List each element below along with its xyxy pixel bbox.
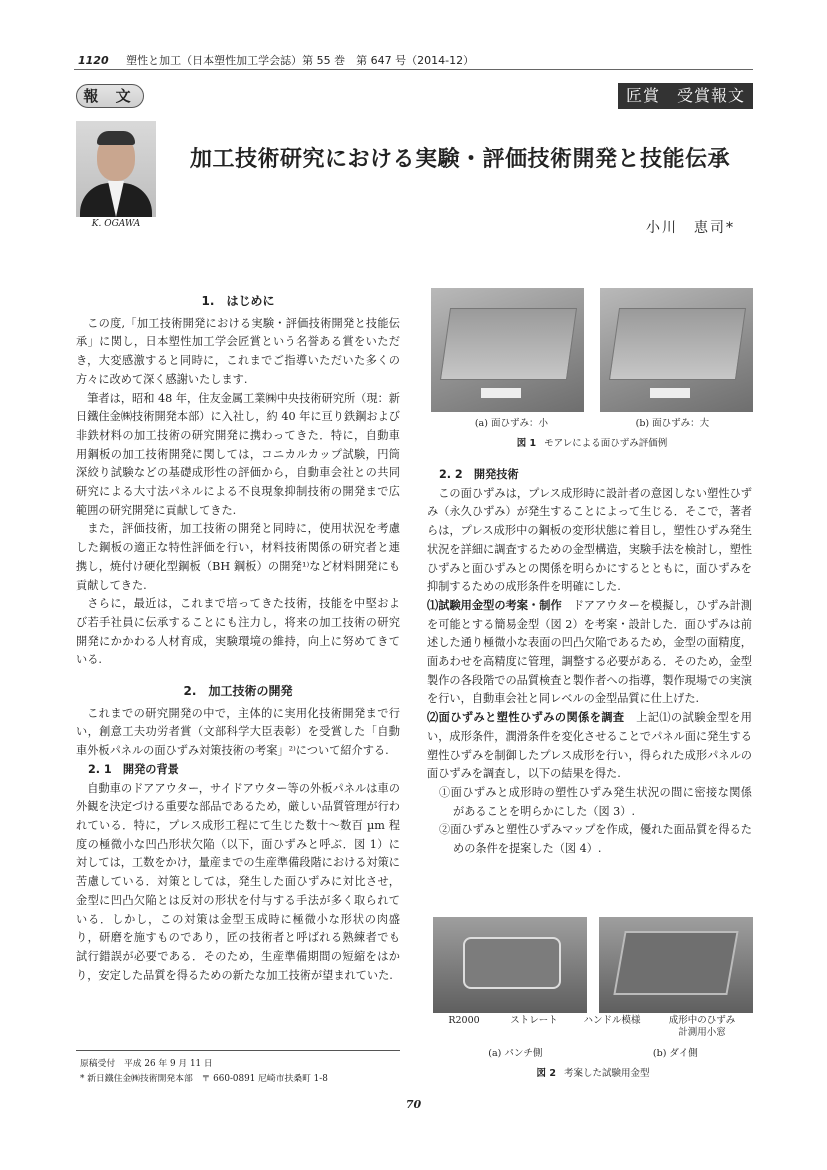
subsection-heading: 2. 2 開発技術 <box>439 468 519 481</box>
paragraph: これまでの研究開発の中で，主体的に実用化技術開発まで行い，創意工夫功労者賞（文部科学大臣表彰）を受賞した「自動車外板パネルの面ひずみ対策技術の考案」²⁾について紹介する. <box>76 706 400 758</box>
right-column <box>427 466 752 859</box>
author-name: 小川 恵司* <box>646 220 735 236</box>
journal-page-number: 1120 <box>78 54 109 67</box>
figure-1-caption-text: モアレによる面ひずみ評価例 <box>544 438 668 449</box>
figure-2b-image <box>599 917 753 1013</box>
figure-2a-image <box>433 917 587 1013</box>
paragraph: この度,「加工技術開発における実験・評価技術開発と技能伝承」に関し，日本塑性加工学会匠賞という名誉ある賞をいただき，大変感激すると同時に，これまでご指導いただいた多くの方々に改めて深く感謝いたします. <box>76 316 400 386</box>
paragraph: 自動車のドアアウター，サイドアウター等の外板パネルは車の外観を決定づける重要な部品であるため，厳しい品質管理が行われている．特に，プレス成形工程にて生じた数十～数百 µm 程度の極微小な凹凸形状欠陥（以下，面ひずみと呼ぶ．図 1）に対しては，工数をかけ，量産までの生産準備段階における対策に苦慮している．対策としては，発生した面ひずみに対比させ，金型に凹凸欠陥とは反対の形状を付与する手法が多く取られている．しかし，この対策は金型玉成時に極微小な形状の肉盛り，研磨を施すものであり，匠の技術者と呼ばれる熟練者でも試行錯誤が必要である．そのため，生産準備期間の短縮をはかり，安定した品質を得るための新たな加工技術が望まれていた. <box>76 781 400 982</box>
item-2-heading: ⑵面ひずみと塑性ひずみの関係を調査 <box>427 711 625 725</box>
footnote-rule <box>76 1050 400 1051</box>
section-heading: 1. はじめに <box>201 294 275 308</box>
figure-1b-caption: (b) 面ひずみ：大 <box>635 418 710 429</box>
figure-1-label: 図 1 <box>516 438 537 449</box>
author-photo <box>76 121 156 217</box>
figure-2b-caption: (b) ダイ側 <box>652 1048 698 1059</box>
footnote-received: 原稿受付 平成 26 年 9 月 11 日 <box>80 1059 213 1069</box>
figure-2-caption-text: 考案した試験用金型 <box>563 1068 650 1079</box>
item-1-heading: ⑴試験用金型の考案・制作 <box>427 598 562 612</box>
figure-2-label-window: 成形中のひずみ 計測用小窓 <box>668 1015 736 1038</box>
page-number: 70 <box>405 1098 422 1111</box>
paragraph: さらに，最近は，これまで培ってきた技術，技能を中堅および若手社員に伝承することにも注力し，将来の加工技術の研究開発にかかわる人材育成，実験環境の維持，向上に努めてきている. <box>76 597 400 667</box>
author-photo-caption: K. OGAWA <box>91 219 141 229</box>
figure-1b-image <box>600 288 753 412</box>
figure-2 <box>433 917 753 1079</box>
running-head <box>78 52 474 68</box>
report-badge: 報 文 <box>76 84 144 108</box>
figure-1-caption <box>431 435 753 449</box>
figure-2-label-r2000: R2000 <box>448 1015 480 1026</box>
figure-2-label-handle: ハンドル模様 <box>583 1015 641 1026</box>
figure-1a-caption: (a) 面ひずみ：小 <box>474 418 548 429</box>
item-1-text: ドアアウターを模擬し，ひずみ計測を可能とする簡易金型（図 2）を考案・設計した．面ひずみは前述した通り極微小な表面の凹凸欠陥であるため，金型の面精度，面あわせを高精度に管理，調整する必要がある．そのため，金型製作の各段階での品質検査と製作者への指導，製作現場での実演を行い，自動車会社と同レベルの金型品質に仕上げた. <box>427 598 752 706</box>
award-badge: 匠賞 受賞報文 <box>618 83 753 109</box>
result-item-2: ②面ひずみと塑性ひずみマップを作成，優れた面品質を得るための条件を提案した（図 4）. <box>439 823 752 856</box>
figure-2-caption <box>433 1065 753 1079</box>
figure-2-label-straight: ストレート <box>510 1015 558 1026</box>
item-2 <box>427 709 752 784</box>
journal-name: 塑性と加工（日本塑性加工学会誌）第 55 巻 第 647 号（2014-12） <box>126 54 475 67</box>
section-heading: 2. 加工技術の開発 <box>183 684 293 699</box>
subsection-heading: 2. 1 開発の背景 <box>88 762 179 776</box>
header-rule <box>74 69 753 70</box>
item-1 <box>427 597 752 709</box>
result-item-1: ①面ひずみと成形時の塑性ひずみ発生状況の間に密接な関係があることを明らかにした（図 3）. <box>439 785 752 818</box>
left-column <box>76 292 400 985</box>
paragraph: また，評価技術，加工技術の開発と同時に，使用状況を考慮した鋼板の適正な特性評価を行い，材料技術関係の研究者と連携し，焼付け硬化型鋼板（BH 鋼板）の開発¹⁾など材料開発にも貢献してきた. <box>76 522 400 592</box>
paper-title: 加工技術研究における実験・評価技術開発と技能伝承 <box>190 146 731 172</box>
paragraph: 筆者は，昭和 48 年，住友金属工業㈱中央技術研究所（現：新日鐵住金㈱技術開発本部）に入社し，約 40 年に亘り鉄鋼および非鉄材料の加工技術の研究開発に携わってきた．特に，自動車用鋼板の加工技術開発に関しては，コニカルカップ試験，円筒深絞り試験などの基礎成形性の評価から，自動車会社との共同研究による大寸法パネルによる不良現象抑制技術の開発まで広範囲の研究開発に貢献してきた. <box>76 391 400 517</box>
figure-2-label: 図 2 <box>536 1068 556 1079</box>
footnote-affiliation: * 新日鐵住金㈱技術開発本部 〒 660-0891 尼崎市扶桑町 1-8 <box>80 1074 328 1084</box>
item-2-text: 上記⑴の試験金型を用い，成形条件，潤滑条件を変化させることでパネル面に発生する塑性ひずみを制御したプレス成形を行い，得られた成形パネルの面ひずみを調査し，以下の結果を得た. <box>427 711 752 781</box>
figure-2a-caption: (a) パンチ側 <box>488 1048 543 1059</box>
paragraph: この面ひずみは，プレス成形時に設計者の意図しない塑性ひずみ（永久ひずみ）が発生することによって生じる．そこで，著者らは，プレス成形中の鋼板の変形状態に着目し，塑性ひずみ発生状況を詳細に調査するための金型構造，実験手法を検討し，塑性ひずみと面ひずみとの関係を明らかにするとともに，面ひずみを抑制するための成形条件を明確にした. <box>427 486 752 594</box>
figure-1a-image <box>431 288 584 412</box>
figure-1 <box>431 288 753 449</box>
